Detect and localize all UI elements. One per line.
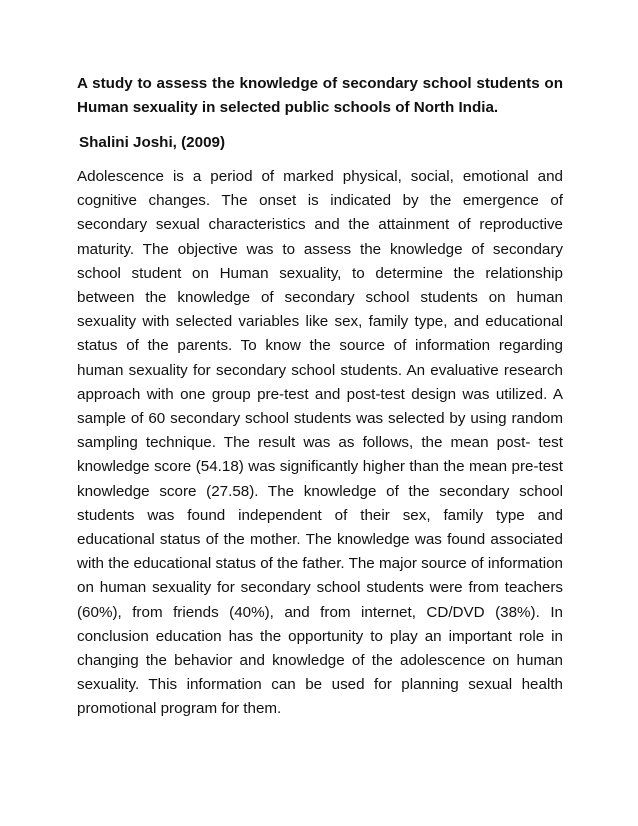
abstract-paragraph: Adolescence is a period of marked physical, social, emotional and cognitive changes. The onset is indicated by the emergence of secondary sexual characteristics and the attainment of reproductive maturity. The objective was to assess the knowledge of secondary school student on Human sexuality, to determine the relationship between the knowledge of secondary school students on human sexuality with selected variables like sex, family type, and educational status of the parents. To know the source of information regarding human sexuality for secondary school students. An evaluative research approach with one group pre-test and post-test design was utilized. A sample of 60 secondary school students was selected by using random sampling technique. The result was as follows, the mean post- test knowledge score (54.18) was significantly higher than the mean pre-test knowledge score (27.58). The knowledge of the secondary school students was found independent of their sex, family type and educational status of the mother. The knowledge was found associated with the educational status of the father. The major source of information on human sexuality for secondary school students were from teachers (60%), from friends (40%), and from internet, CD/DVD (38%). In conclusion education has the opportunity to play an important role in changing the behavior and knowledge of the adolescence on human sexuality. This information can be used for planning sexual health promotional program for them. — [77, 168, 563, 718]
author-line: Shalini Joshi, (2009) — [79, 134, 226, 151]
document-title: A study to assess the knowledge of secondary school students on Human sexuality in selected public schools of North India. — [77, 75, 563, 116]
document-page — [77, 72, 563, 722]
